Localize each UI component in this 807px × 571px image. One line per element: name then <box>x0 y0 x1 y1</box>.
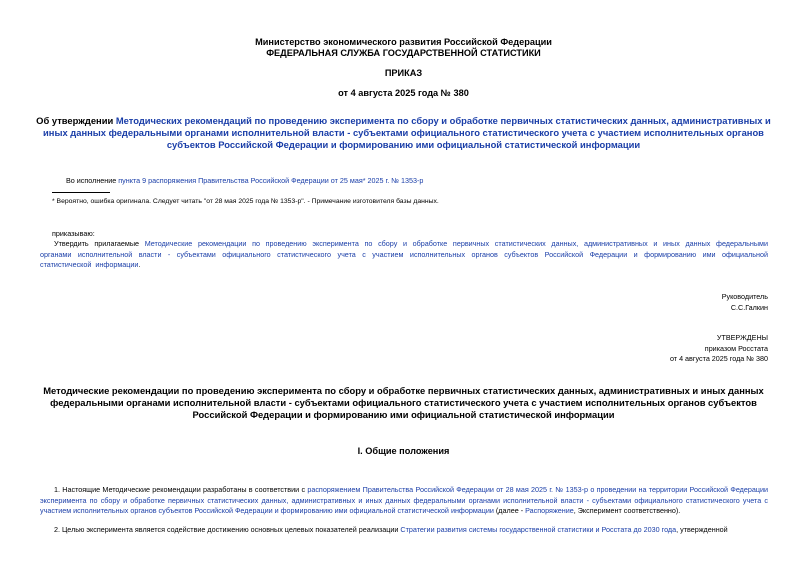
service-name: ФЕДЕРАЛЬНАЯ СЛУЖБА ГОСУДАРСТВЕННОЙ СТАТИСТИКИ <box>266 48 541 58</box>
order-text-suffix: . <box>138 260 141 269</box>
preamble-prefix: Во исполнение <box>66 176 119 185</box>
methodology-title: Методические рекомендации по проведению эксперимента по сбору и обработке первичных статистических данных, административных и иных данных федеральными органами исполнительной власти - субъектами официального статистического учета с участием исполнительных органов субъектов Российской Федерации и формированию ими официальной статистической информации <box>43 385 764 420</box>
signature-name: С.С.Галкин <box>730 303 768 312</box>
order-text-prefix: Утвердить прилагаемые <box>54 239 145 248</box>
paragraph-2-link1[interactable]: Стратегии развития системы государственной статистики и Росстата до 2030 года <box>400 525 677 534</box>
paragraph-2 <box>40 525 768 536</box>
preamble <box>66 176 786 187</box>
approval-title-prefix: Об утверждении <box>36 115 116 126</box>
order-text <box>40 239 768 271</box>
approved-date: от 4 августа 2025 года № 380 <box>669 354 768 363</box>
footnote-divider <box>52 192 110 193</box>
approved-by: приказом Росстата <box>704 344 768 353</box>
paragraph-2-part1: 2. Целью эксперимента является содействие достижению основных целевых показателей реализации <box>54 525 401 534</box>
ministry-name: Министерство экономического развития Российской Федерации <box>255 37 552 47</box>
approved-label: УТВЕРЖДЕНЫ <box>716 333 768 342</box>
paragraph-1 <box>40 485 768 517</box>
paragraph-1-part1: 1. Настоящие Методические рекомендации разработаны в соответствии с <box>54 485 308 494</box>
preamble-link[interactable]: пункта 9 распоряжения Правительства Российской Федерации от 25 мая* 2025 г. № 1353-р <box>118 176 424 185</box>
approval-title <box>24 115 783 151</box>
paragraph-1-link1[interactable]: распоряжением Правительства Российской Федерации от 28 мая 2025 г. № 1353-р о проведении на территории Российской Федерации эксперимента по сбору и обработке первичных статистических данных, административных и иных данных федеральными органами исполнительной власти - субъектами официального статистического учета с участием исполнительных органов субъектов Российской Федерации и формированию ими официальной статистической информации <box>40 485 769 515</box>
order-intro: приказываю: <box>52 229 95 238</box>
paragraph-1-part3: , Эксперимент соответственно). <box>573 506 681 515</box>
paragraph-1-link2[interactable]: Распоряжение <box>525 506 574 515</box>
footnote: * Вероятно, ошибка оригинала. Следует читать "от 28 мая 2025 года № 1353-р". - Примечание изготовителя базы данных. <box>52 198 439 205</box>
paragraph-1-part2: (далее - <box>493 506 526 515</box>
signature-position: Руководитель <box>721 292 768 301</box>
paragraph-2-part2: , утвержденной <box>676 525 728 534</box>
doc-date: от 4 августа 2025 года № 380 <box>338 88 469 98</box>
order-link[interactable]: Методические рекомендации по проведению эксперимента по сбору и обработке первичных статистических данных, административных и иных данных федеральными органами исполнительной власти - субъектами официального статистического учета с участием исполнительных органов субъектов Российской Федерации и формированию ими официальной статистической информации <box>40 239 768 269</box>
approval-title-link[interactable]: Методических рекомендаций по проведению эксперимента по сбору и обработке первичных статистических данных, административных и иных данных федеральными органами исполнительной власти - субъектами официального статистического учета с участием исполнительных органов субъектов Российской Федерации и формированию ими официальной статистической информации <box>43 115 771 150</box>
section-title: I. Общие положения <box>357 446 450 456</box>
doc-type: ПРИКАЗ <box>384 68 423 78</box>
